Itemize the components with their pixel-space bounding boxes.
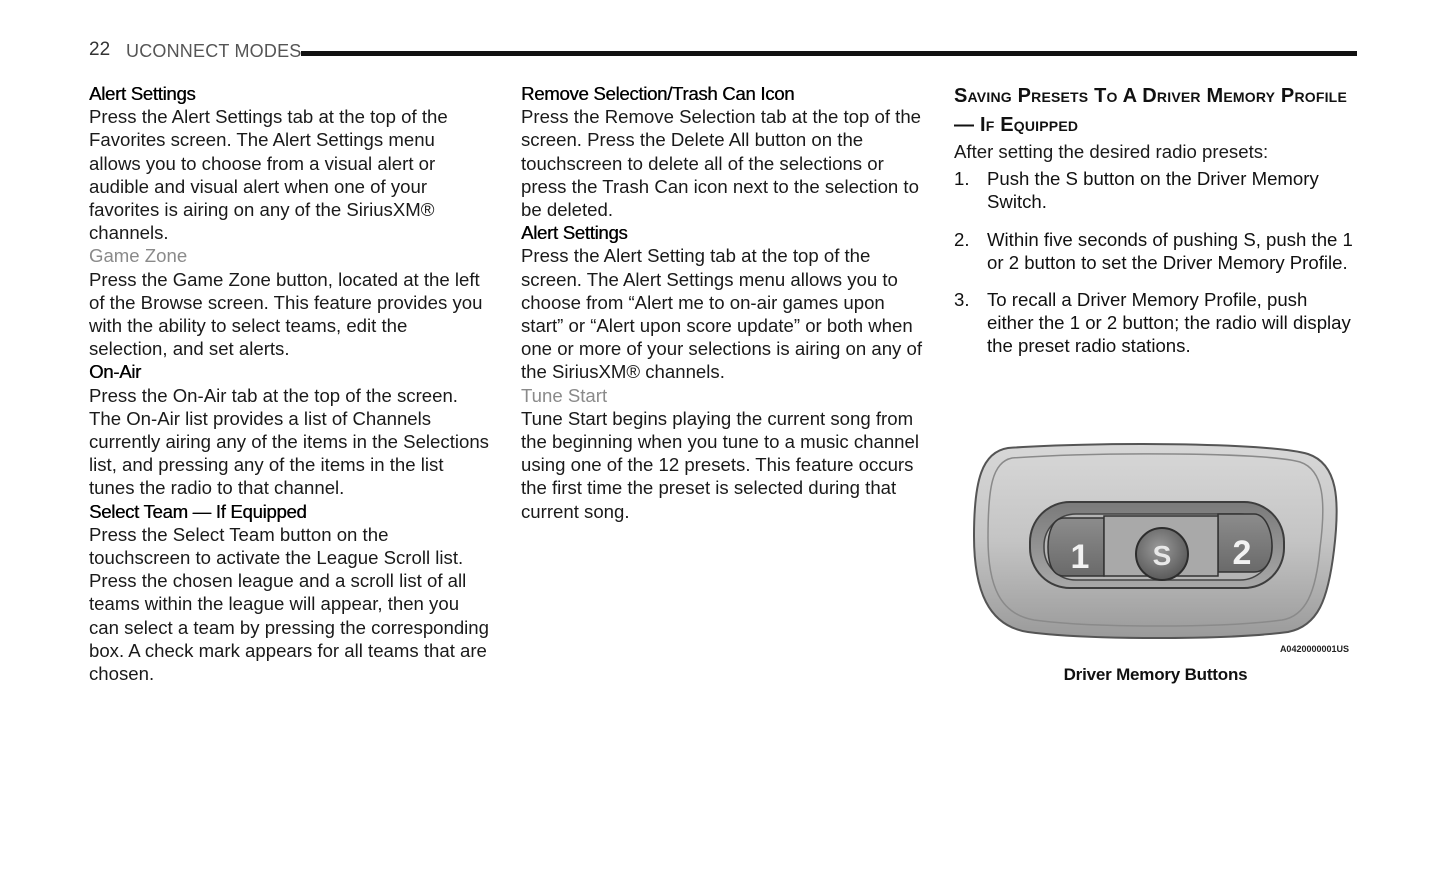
page-number: 22: [89, 39, 111, 60]
button-1-label: 1: [1070, 538, 1090, 576]
paragraph-remove-selection: Press the Remove Selection tab at the top of the screen. Press the Delete All button on the touchscreen to delete all of the selections or press the Trash Can icon next to the selection to be deleted.: [521, 106, 922, 221]
driver-memory-buttons-figure: [968, 440, 1352, 660]
memory-button-s: [1104, 516, 1218, 580]
step-text: Push the S button on the Driver Memory Switch.: [987, 168, 1319, 213]
step-number: 3.: [954, 289, 970, 311]
column-left: [89, 82, 491, 685]
step-number: 1.: [954, 168, 970, 190]
button-s-label: S: [1152, 540, 1172, 571]
steps-list: [954, 167, 1357, 357]
paragraph-select-team: Press the Select Team button on the touchscreen to activate the League Scroll list. Press the chosen league and a scroll list of all teams within the league will appear, then you can select a team by pressing the corresponding box. A check mark appears for all teams that are chosen.: [89, 523, 489, 685]
running-section-title: UCONNECT MODES: [126, 41, 302, 61]
paragraph-intro: After setting the desired radio presets:: [954, 141, 1269, 162]
list-item: [954, 228, 1357, 274]
subheading-tune-start: Tune Start: [521, 384, 608, 406]
memory-button-1: [1048, 518, 1104, 576]
paragraph-alert-settings: Press the Alert Settings tab at the top of the Favorites screen. The Alert Settings menu allows you to choose from a visual alert or audible and visual alert when one of your favorites is airing on any of the SiriusXM® channels.: [89, 106, 448, 244]
heading-remove-selection: Remove Selection/Trash Can Icon: [521, 83, 795, 104]
heading-select-team: Select Team — If Equipped: [89, 500, 307, 522]
figure-code: A0420000001US: [1279, 644, 1349, 654]
paragraph-alert-settings-2: Press the Alert Setting tab at the top of the screen. The Alert Settings menu allows you to choose from “Alert me to on-air games upon start” or “Alert upon score update” or both when one or more of your selections is airing on any of the SiriusXM® channels.: [521, 245, 923, 383]
column-right: [954, 82, 1357, 372]
memory-button-2: [1218, 514, 1272, 572]
paragraph-tune-start: Tune Start begins playing the current song from the beginning when you tune to a music channel using one of the 12 presets. This feature occurs the first time the preset is selected during that current song.: [521, 407, 919, 522]
subheading-game-zone: Game Zone: [89, 245, 188, 267]
paragraph-game-zone: Press the Game Zone button, located at the left of the Browse screen. This feature provides you with the ability to select teams, edit the selection, and set alerts.: [89, 268, 483, 360]
button-2-label: 2: [1232, 534, 1252, 572]
column-middle: [521, 82, 923, 523]
page-header: [89, 38, 1357, 64]
step-text: To recall a Driver Memory Profile, push either the 1 or 2 button; the radio will display the preset radio stations.: [987, 289, 1351, 357]
heading-alert-settings-2: Alert Settings: [521, 222, 628, 244]
paragraph-on-air: Press the On-Air tab at the top of the screen. The On-Air list provides a list of Channels currently airing any of the items in the Selections list, and pressing any of the items in the list tunes the radio to that channel.: [89, 384, 489, 499]
step-text: Within five seconds of pushing S, push the 1 or 2 button to set the Driver Memory Profile.: [987, 228, 1353, 273]
figure-caption: Driver Memory Buttons: [1063, 665, 1248, 684]
list-item: [954, 288, 1357, 358]
section-title-saving-presets: Saving Presets To A Driver Memory Profile — If Equipped: [954, 85, 1347, 136]
step-number: 2.: [954, 228, 970, 250]
heading-alert-settings: Alert Settings: [89, 83, 196, 104]
heading-on-air: On-Air: [89, 361, 141, 383]
list-item: [954, 167, 1357, 213]
header-rule: [301, 51, 1357, 56]
